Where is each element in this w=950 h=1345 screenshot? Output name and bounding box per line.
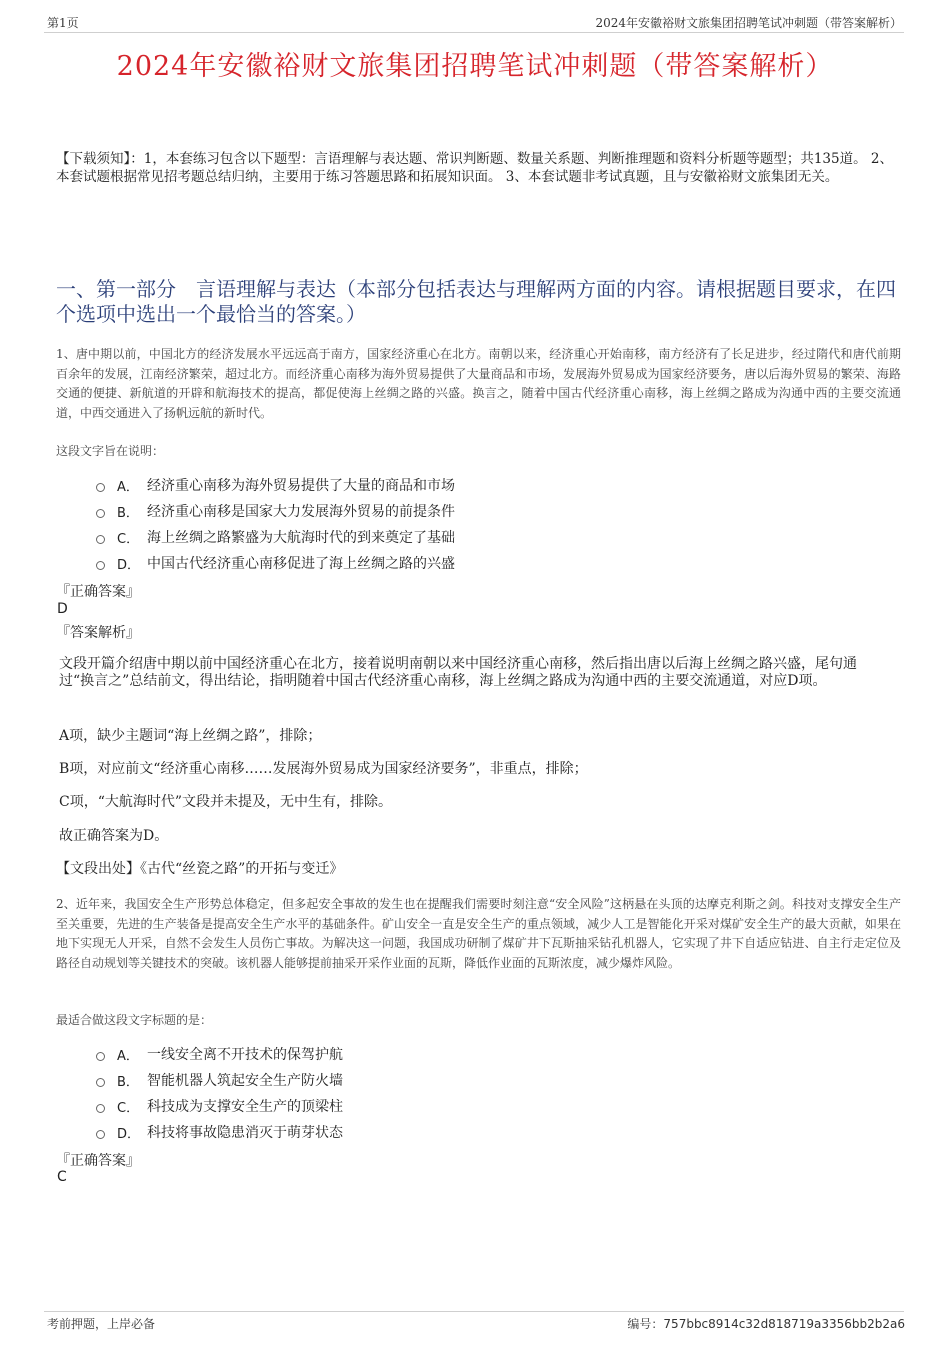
analysis-line: A项，缺少主题词“海上丝绸之路”，排除；: [59, 728, 322, 744]
correct-answer-label: 『正确答案』: [56, 584, 140, 600]
radio-icon[interactable]: [96, 1104, 105, 1113]
option-letter: C．: [117, 531, 140, 547]
radio-icon[interactable]: [96, 1052, 105, 1061]
option-letter: C．: [117, 1100, 140, 1116]
radio-icon[interactable]: [96, 483, 105, 492]
header-divider: [44, 32, 904, 33]
option-c[interactable]: [96, 524, 455, 550]
page-title: 2024年安徽裕财文旅集团招聘笔试冲刺题（带答案解析）: [116, 51, 834, 82]
question-1-passage: 1、唐中期以前，中国北方的经济发展水平远远高于南方，国家经济重心在北方。南朝以来，经济重心开始南移，南方经济有了长足进步，经过隋代和唐代前期百余年的发展，江南经济繁荣，超过北方。而经济重心南移为海外贸易提供了大量商品和市场，发展海外贸易成为国家经济要务，唐以后海外贸易的繁荣、海路交通的便捷、新航道的开辟和航海技术的提高，都促使海上丝绸之路的兴盛。换言之，随着中国古代经济重心南移，海上丝绸之路成为沟通中西的主要交流通道，中西交通进入了扬帆远航的新时代。: [56, 347, 901, 420]
option-text: 海上丝绸之路繁盛为大航海时代的到来奠定了基础: [147, 530, 455, 546]
option-letter: B．: [117, 505, 139, 521]
question-2-prompt: 最适合做这段文字标题的是：: [56, 1013, 213, 1027]
option-letter: A．: [117, 479, 139, 495]
radio-icon[interactable]: [96, 561, 105, 570]
option-a[interactable]: [96, 1041, 343, 1067]
option-d[interactable]: [96, 550, 455, 576]
option-c[interactable]: [96, 1093, 343, 1119]
option-text: 经济重心南移是国家大力发展海外贸易的前提条件: [147, 504, 455, 520]
radio-icon[interactable]: [96, 535, 105, 544]
option-b[interactable]: [96, 1067, 343, 1093]
analysis-label: 『答案解析』: [56, 625, 140, 641]
section-title: 一、第一部分 言语理解与表达（本部分包括表达与理解两方面的内容。请根据题目要求，在四个选项中选出一个最恰当的答案。）: [56, 277, 896, 326]
radio-icon[interactable]: [96, 1130, 105, 1139]
option-text: 一线安全离不开技术的保驾护航: [147, 1047, 343, 1063]
option-letter: D．: [117, 1126, 141, 1142]
analysis-line: 故正确答案为D。: [59, 828, 169, 844]
option-text: 经济重心南移为海外贸易提供了大量的商品和市场: [147, 478, 455, 494]
question-2-passage: 2、近年来，我国安全生产形势总体稳定，但多起安全事故的发生也在提醒我们需要时刻注意“安全风险”这柄悬在头顶的达摩克利斯之剑。科技对支撑安全生产至关重要，先进的生产装备是提高安全生产水平的基础条件。矿山安全一直是安全生产的重点领域，减少人工是智能化开采对煤矿安全生产的最大贡献，如果在地下实现无人开采，自然不会发生人员伤亡事故。为解决这一问题，我国成功研制了煤矿井下瓦斯抽采钻孔机器人，它实现了井下自适应钻进、自主行走定位及路径自动规划等关键技术的突破。该机器人能够提前抽采开采作业面的瓦斯，降低作业面的瓦斯浓度，减少爆炸风险。: [56, 897, 901, 970]
option-b[interactable]: [96, 498, 455, 524]
analysis-line: C项，“大航海时代”文段并未提及，无中生有，排除。: [59, 794, 393, 810]
question-1-options: [96, 472, 455, 576]
option-letter: D．: [117, 557, 141, 573]
download-notice: 【下载须知】：1，本套练习包含以下题型：言语理解与表达题、常识判断题、数量关系题、判断推理题和资料分析题等题型；共135道。 2、本套试题根据常见招考题总结归纳，主要用于练习答题思路和拓展知识面。 3、本套试题非考试真题，且与安徽裕财文旅集团无关。: [56, 151, 893, 185]
header-doc-title: 2024年安徽裕财文旅集团招聘笔试冲刺题（带答案解析）: [595, 16, 902, 30]
option-text: 智能机器人筑起安全生产防火墙: [147, 1073, 343, 1089]
passage-source: 【文段出处】《古代“丝瓷之路”的开拓与变迁》: [56, 861, 344, 877]
analysis-paragraph: 文段开篇介绍唐中期以前中国经济重心在北方，接着说明南朝以来中国经济重心南移，然后指出唐以后海上丝绸之路兴盛，尾句通过“换言之”总结前文，得出结论，指明随着中国古代经济重心南移，海上丝绸之路成为沟通中西的主要交流通道，对应D项。: [59, 656, 857, 689]
header-page-number: 第1页: [47, 16, 79, 30]
footer-slogan: 考前押题，上岸必备: [47, 1317, 156, 1331]
correct-answer: D: [57, 601, 68, 617]
radio-icon[interactable]: [96, 509, 105, 518]
option-a[interactable]: [96, 472, 455, 498]
option-letter: B．: [117, 1074, 139, 1090]
correct-answer: C: [57, 1169, 67, 1185]
option-text: 科技将事故隐患消灭于萌芽状态: [147, 1125, 343, 1141]
option-d[interactable]: [96, 1119, 343, 1145]
footer-divider: [44, 1311, 904, 1312]
correct-answer-label: 『正确答案』: [56, 1153, 140, 1169]
question-2-options: [96, 1041, 343, 1145]
footer-code-value: 757bbc8914c32d818719a3356bb2b2a6: [663, 1317, 905, 1331]
footer-code-label: 编号：: [627, 1317, 664, 1331]
option-text: 中国古代经济重心南移促进了海上丝绸之路的兴盛: [147, 556, 455, 572]
analysis-line: B项，对应前文“经济重心南移……发展海外贸易成为国家经济要务”，非重点，排除；: [59, 761, 588, 777]
footer-code: [627, 1315, 905, 1332]
question-1-prompt: 这段文字旨在说明：: [56, 444, 165, 458]
option-text: 科技成为支撑安全生产的顶梁柱: [147, 1099, 343, 1115]
radio-icon[interactable]: [96, 1078, 105, 1087]
option-letter: A．: [117, 1048, 139, 1064]
